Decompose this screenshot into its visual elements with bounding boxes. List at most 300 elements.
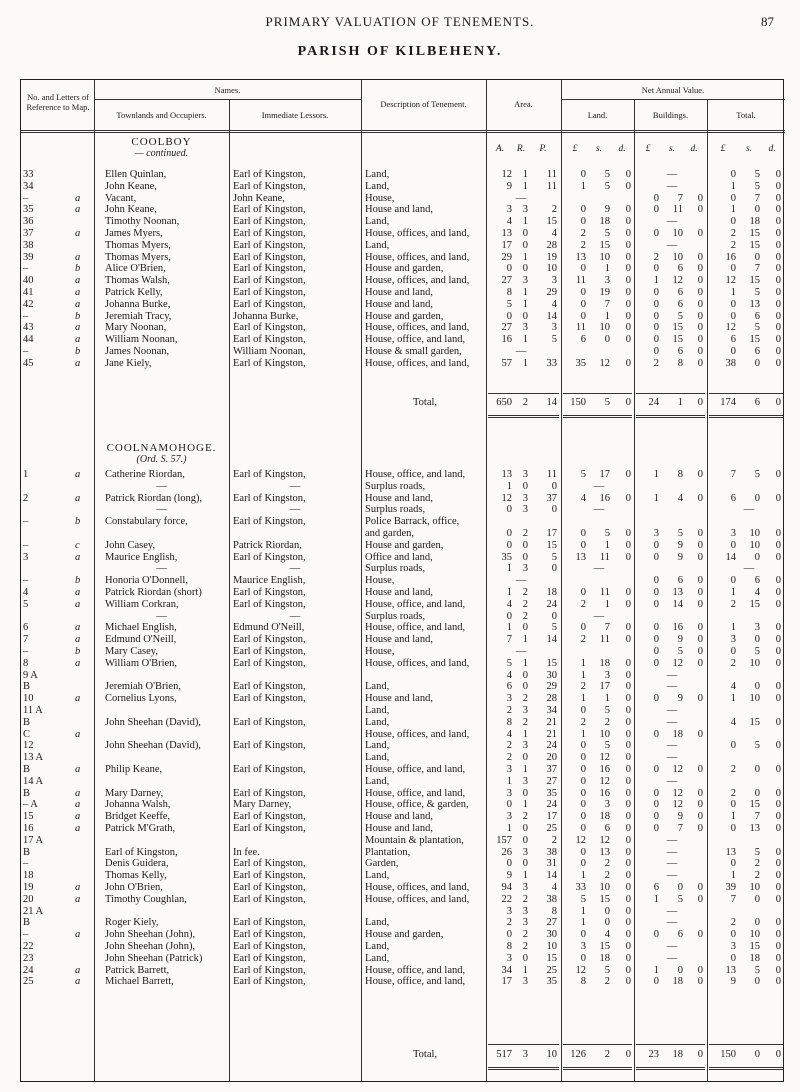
area-acres: 5	[506, 657, 512, 669]
total-shillings: 0	[754, 357, 760, 369]
tenement-description: Land,	[365, 917, 390, 929]
total-pence: 0	[775, 263, 781, 275]
buildings-shillings: 13	[672, 587, 683, 598]
occupier-name: Thomas Kelly,	[105, 870, 167, 882]
land-shillings: 19	[599, 287, 610, 298]
tenement-description: House & small garden,	[365, 346, 462, 357]
buildings-pence: 0	[697, 204, 703, 216]
lessor-name: Earl of Kingston,	[233, 976, 306, 988]
occupier-name: Johanna Walsh,	[105, 799, 171, 811]
land-pence: 0	[625, 587, 631, 598]
s1-total-label: Total,	[413, 397, 438, 408]
land-pounds: 0	[580, 799, 586, 811]
buildings-pounds: 0	[653, 728, 659, 740]
buildings-shillings: —	[666, 752, 678, 764]
buildings-shillings: —	[666, 740, 678, 752]
total-pounds: 6	[730, 334, 736, 346]
map-letter: a	[75, 976, 81, 988]
buildings-shillings: —	[666, 705, 678, 716]
buildings-pounds: 1	[653, 492, 659, 504]
total-pence: 0	[775, 740, 781, 752]
map-number: 42	[23, 298, 34, 310]
total-shillings: 13	[749, 823, 760, 834]
land-pence: 0	[625, 952, 631, 964]
area-roods: 2	[522, 716, 528, 728]
area-roods: 0	[522, 622, 528, 634]
tenement-description: House and garden,	[365, 263, 444, 275]
area-perches: 33	[546, 357, 557, 369]
land-pence: 0	[625, 775, 631, 787]
occupier-name: —	[156, 504, 167, 516]
buildings-pounds: 0	[653, 263, 659, 275]
occupier-name: Cornelius Lyons,	[105, 693, 177, 705]
tenement-description: Surplus roads,	[365, 504, 426, 516]
map-number: 15	[23, 811, 34, 823]
land-pounds: 6	[580, 334, 586, 346]
occupier-name: John Sheehan (John),	[105, 929, 196, 941]
tenement-description: Land,	[365, 216, 390, 228]
total-pounds: 39	[725, 882, 736, 893]
land-shillings: 0	[604, 917, 610, 929]
occupier-name: Denis Guidera,	[105, 858, 169, 870]
area-perches: 11	[546, 180, 557, 192]
land-pounds: 12	[575, 964, 586, 976]
land-pence: 0	[625, 216, 631, 228]
area-roods: 3	[522, 504, 528, 516]
area-roods: 0	[522, 823, 528, 834]
map-letter: a	[75, 287, 81, 298]
land-shillings: 12	[599, 775, 610, 787]
land-pounds: 0	[580, 823, 586, 834]
parish-title: PARISH OF KILBEHENY.	[297, 44, 503, 59]
col-header-description: Description of Tenement.	[380, 99, 467, 109]
map-letter: a	[75, 787, 81, 799]
tenement-description: Land,	[365, 775, 390, 787]
occupier-name: Ellen Quinlan,	[105, 169, 167, 180]
buildings-shillings: 12	[672, 787, 683, 799]
total-pounds: 0	[730, 169, 736, 180]
occupier-name: Thomas Myers,	[105, 239, 171, 251]
buildings-pounds: 0	[653, 929, 659, 941]
buildings-shillings: 7	[677, 823, 683, 834]
land-shillings: 0	[604, 334, 610, 346]
tenement-description: and garden,	[365, 528, 414, 539]
land-shillings: 7	[604, 298, 610, 310]
lessor-name: Earl of Kingston,	[233, 287, 306, 298]
land-shillings: 18	[599, 216, 610, 228]
total-pounds: 1	[730, 587, 736, 598]
col-header-names: Names.	[214, 85, 241, 95]
s2-total-label: Total,	[413, 1049, 438, 1060]
area-roods: 1	[522, 334, 528, 346]
lessor-name: Earl of Kingston,	[233, 551, 306, 563]
page-number: 87	[761, 14, 774, 29]
buildings-pounds: 0	[653, 551, 659, 563]
land-shillings: 5	[604, 169, 610, 180]
area-acres: 8	[506, 287, 512, 298]
total-pounds: 1	[730, 287, 736, 298]
s2-total-area-perches: 10	[546, 1049, 557, 1060]
s2-townland-name: COOLNAMOHOGE.	[106, 442, 217, 454]
land-pence: 0	[625, 169, 631, 180]
buildings-pounds: 0	[653, 192, 659, 204]
land-pence: 0	[625, 905, 631, 917]
buildings-pounds: 6	[653, 882, 659, 893]
map-number: B	[23, 846, 31, 858]
s1-unit-land-shillings: s.	[595, 144, 603, 154]
col-header-net: Net Annual Value.	[641, 85, 705, 95]
land-pence: 0	[625, 322, 631, 334]
s1-total-land-pence: 0	[625, 397, 631, 408]
occupier-name: William O'Brien,	[105, 657, 178, 669]
total-pence: 0	[775, 469, 781, 480]
total-pence: 0	[775, 917, 781, 929]
area-perches: 29	[546, 287, 557, 298]
lessor-name: Earl of Kingston,	[233, 469, 306, 480]
area-acres: 8	[506, 941, 512, 952]
lessor-name: Earl of Kingston,	[233, 893, 306, 905]
tenement-description: House, office, and land,	[365, 469, 466, 480]
lessor-name: Earl of Kingston,	[233, 228, 306, 239]
area-perches: 25	[546, 823, 557, 834]
s1-total-land-pounds: 150	[570, 397, 586, 408]
total-pence: 0	[775, 180, 781, 192]
total-shillings: 18	[749, 216, 760, 228]
land-shillings: 5	[604, 740, 610, 752]
land-pence: 0	[625, 811, 631, 823]
tenement-description: House, offices, and land,	[365, 882, 470, 893]
area-roods: 2	[522, 610, 528, 622]
land-pence: 0	[625, 528, 631, 539]
tenement-description: House,	[365, 575, 395, 587]
map-letter: a	[75, 492, 81, 504]
map-number: –	[23, 346, 29, 357]
map-letter: a	[75, 204, 81, 216]
tenement-description: House, office, and land,	[365, 764, 466, 775]
col-header-lessors: Immediate Lessors.	[261, 110, 329, 120]
land-pounds: 3	[580, 941, 586, 952]
map-number: –	[23, 929, 29, 941]
tenement-description: House and garden,	[365, 929, 444, 941]
col-rule	[94, 80, 95, 1081]
total-pence: 0	[775, 298, 781, 310]
area-perches: 10	[546, 263, 557, 275]
occupier-name: Bridget Keeffe,	[105, 811, 171, 823]
area-perches: 27	[546, 917, 557, 929]
map-letter: a	[75, 657, 81, 669]
buildings-pounds: 1	[653, 964, 659, 976]
land-shillings: 17	[599, 469, 610, 480]
lessor-name: Johanna Burke,	[233, 310, 299, 322]
map-number: –	[23, 858, 29, 870]
buildings-pence: 0	[697, 228, 703, 239]
buildings-pence: 0	[697, 811, 703, 823]
land-shillings: 3	[604, 799, 610, 811]
tenement-description: House, office, and land,	[365, 964, 466, 976]
buildings-pence: 0	[697, 587, 703, 598]
map-letter: a	[75, 764, 81, 775]
area-roods: 1	[522, 298, 528, 310]
area-roods: 1	[522, 799, 528, 811]
total-pence: 0	[775, 952, 781, 964]
total-pence: 0	[775, 646, 781, 657]
occupier-name: Thomas Myers,	[105, 251, 171, 263]
total-rule	[709, 393, 783, 394]
area-roods: 0	[522, 239, 528, 251]
total-pence: 0	[775, 169, 781, 180]
buildings-shillings: 6	[677, 929, 683, 941]
occupier-name: Philip Keane,	[105, 764, 163, 775]
lessor-name: Earl of Kingston,	[233, 169, 306, 180]
area-roods: 1	[522, 357, 528, 369]
buildings-pounds: 1	[653, 469, 659, 480]
page-title: PRIMARY VALUATION OF TENEMENTS.	[265, 14, 535, 29]
area-perches: 38	[546, 893, 557, 905]
area-roods: 0	[522, 681, 528, 693]
area-perches: 21	[546, 728, 557, 740]
tenement-description: Land,	[365, 239, 390, 251]
area-acres: 2	[506, 917, 512, 929]
area-roods: 2	[522, 528, 528, 539]
map-number: 2	[23, 492, 29, 504]
area-perches: 0	[551, 563, 557, 575]
area-acres: 27	[501, 322, 512, 334]
area-roods: 2	[522, 811, 528, 823]
buildings-shillings: —	[666, 180, 678, 192]
buildings-pence: 0	[697, 976, 703, 988]
area-roods: 0	[522, 952, 528, 964]
tenement-description: House, office, and land,	[365, 334, 466, 346]
land-pence: 0	[625, 740, 631, 752]
tenement-description: House, offices, and land,	[365, 657, 470, 669]
s2-total-area-roods: 3	[522, 1049, 528, 1060]
lessor-name: Earl of Kingston,	[233, 275, 306, 287]
lessor-name: Earl of Kingston,	[233, 787, 306, 799]
s2-townland-sub: (Ord. S. 57.)	[136, 454, 187, 465]
area-roods: —	[515, 192, 527, 204]
lessor-name: Earl of Kingston,	[233, 334, 306, 346]
land-shillings: —	[593, 563, 605, 575]
map-letter: b	[75, 516, 81, 528]
total-pence: 0	[775, 275, 781, 287]
buildings-shillings: 16	[672, 622, 683, 634]
area-perches: 0	[551, 610, 557, 622]
total-pence: 0	[775, 334, 781, 346]
land-pence: 0	[625, 551, 631, 563]
occupier-name: Mary Darney,	[105, 787, 164, 799]
land-shillings: 16	[599, 787, 610, 799]
tenement-description: Land,	[365, 705, 390, 716]
land-pence: 0	[625, 882, 631, 893]
total-pounds: 0	[730, 192, 736, 204]
land-pounds: 2	[580, 634, 586, 646]
occupier-name: —	[156, 610, 167, 622]
area-perches: 27	[546, 775, 557, 787]
lessor-name: Earl of Kingston,	[233, 740, 306, 752]
total-pence: 0	[775, 893, 781, 905]
map-number: –	[23, 310, 29, 322]
map-number: –	[23, 263, 29, 275]
land-pounds: 0	[580, 216, 586, 228]
land-shillings: 15	[599, 239, 610, 251]
buildings-shillings: 12	[672, 764, 683, 775]
land-pounds: 2	[580, 716, 586, 728]
total-shillings: 15	[749, 716, 760, 728]
tenement-description: House and garden,	[365, 310, 444, 322]
map-letter: a	[75, 882, 81, 893]
land-pence: 0	[625, 492, 631, 504]
s2-total-land-shillings: 2	[604, 1049, 610, 1060]
total-pounds: 0	[730, 929, 736, 941]
buildings-shillings: 9	[677, 634, 683, 646]
total-shillings: 15	[749, 239, 760, 251]
map-letter: a	[75, 228, 81, 239]
area-roods: 2	[522, 693, 528, 705]
s2-total-area-acres: 517	[496, 1049, 512, 1060]
occupier-name: Timothy Coughlan,	[105, 893, 187, 905]
area-acres: 0	[506, 799, 512, 811]
s1-total-total-pounds: 174	[720, 397, 736, 408]
land-pounds: 0	[580, 204, 586, 216]
buildings-shillings: 5	[677, 528, 683, 539]
total-pence: 0	[775, 799, 781, 811]
area-acres: 4	[506, 216, 512, 228]
buildings-shillings: —	[666, 834, 678, 846]
total-pounds: 2	[730, 598, 736, 610]
land-pounds: 13	[575, 251, 586, 263]
map-number: 1	[23, 469, 29, 480]
area-perches: 15	[546, 952, 557, 964]
tenement-description: Land,	[365, 941, 390, 952]
s1-townland-name: COOLBOY	[131, 136, 192, 148]
land-pence: 0	[625, 976, 631, 988]
land-shillings: 1	[604, 310, 610, 322]
total-pence: 0	[775, 976, 781, 988]
buildings-pence: 0	[697, 322, 703, 334]
buildings-pence: 0	[697, 622, 703, 634]
lessor-name: Earl of Kingston,	[233, 322, 306, 334]
total-shillings: 0	[754, 251, 760, 263]
tenement-description: House and land,	[365, 811, 433, 823]
total-shillings: 15	[749, 598, 760, 610]
land-pounds: 0	[580, 287, 586, 298]
total-pence: 0	[775, 587, 781, 598]
tenement-description: Land,	[365, 870, 390, 882]
tenement-description: House, office, and land,	[365, 787, 466, 799]
lessor-name: Earl of Kingston,	[233, 251, 306, 263]
total-pence: 0	[775, 846, 781, 858]
map-letter: a	[75, 622, 81, 634]
land-pence: 0	[625, 693, 631, 705]
total-pounds: 4	[730, 681, 736, 693]
area-roods: 3	[522, 563, 528, 575]
total-pounds: 0	[730, 646, 736, 657]
map-number: 10	[23, 693, 34, 705]
area-perches: 38	[546, 846, 557, 858]
area-roods: 3	[522, 705, 528, 716]
map-number: 16	[23, 823, 34, 834]
land-pence: 0	[625, 539, 631, 551]
total-shillings: 6	[754, 575, 760, 587]
total-rule	[488, 415, 559, 418]
buildings-shillings: 4	[677, 492, 683, 504]
total-shillings: 2	[754, 870, 760, 882]
buildings-shillings: —	[666, 775, 678, 787]
buildings-pence: 0	[697, 929, 703, 941]
lessor-name: Earl of Kingston,	[233, 598, 306, 610]
occupier-name: Mary Casey,	[105, 646, 158, 657]
area-perches: 11	[546, 469, 557, 480]
buildings-shillings: 6	[677, 298, 683, 310]
area-roods: 3	[522, 492, 528, 504]
buildings-shillings: 5	[677, 893, 683, 905]
land-pounds: 0	[580, 952, 586, 964]
lessor-name: Earl of Kingston,	[233, 216, 306, 228]
total-shillings: 15	[749, 799, 760, 811]
land-pence: 0	[625, 893, 631, 905]
buildings-pounds: 0	[653, 823, 659, 834]
area-acres: 1	[506, 823, 512, 834]
land-pence: 0	[625, 681, 631, 693]
s1-total-total-pence: 0	[775, 397, 781, 408]
buildings-pence: 0	[697, 964, 703, 976]
land-pence: 0	[625, 310, 631, 322]
tenement-description: House, office, and land,	[365, 598, 466, 610]
buildings-pounds: 1	[653, 893, 659, 905]
map-number: 24	[23, 964, 34, 976]
land-pounds: 0	[580, 263, 586, 275]
total-rule	[636, 393, 705, 394]
land-pounds: 0	[580, 764, 586, 775]
map-number: 12	[23, 740, 34, 752]
land-shillings: 1	[604, 539, 610, 551]
s2-total-total-shillings: 0	[754, 1049, 760, 1060]
area-roods: 2	[522, 598, 528, 610]
map-letter: a	[75, 469, 81, 480]
area-roods: 1	[522, 870, 528, 882]
buildings-shillings: —	[666, 216, 678, 228]
total-rule	[563, 415, 632, 418]
lessor-name: In fee.	[233, 846, 260, 858]
buildings-shillings: 15	[672, 322, 683, 334]
total-pence: 0	[775, 693, 781, 705]
total-pence: 0	[775, 357, 781, 369]
land-pence: 0	[625, 357, 631, 369]
land-shillings: 1	[604, 263, 610, 275]
buildings-pounds: 1	[653, 275, 659, 287]
land-pence: 0	[625, 858, 631, 870]
total-pence: 0	[775, 716, 781, 728]
tenement-description: House, office, and land,	[365, 976, 466, 988]
total-pounds: 2	[730, 657, 736, 669]
total-pounds: 0	[730, 799, 736, 811]
land-shillings: 13	[599, 846, 610, 858]
total-pounds: 3	[730, 634, 736, 646]
buildings-pounds: 0	[653, 598, 659, 610]
lessor-name: Earl of Kingston,	[233, 929, 306, 941]
land-shillings: 15	[599, 893, 610, 905]
col-rule	[634, 99, 635, 1081]
area-roods: 1	[522, 634, 528, 646]
buildings-pounds: 0	[653, 539, 659, 551]
lessor-name: Earl of Kingston,	[233, 587, 306, 598]
map-number: –	[23, 539, 29, 551]
total-pence: 0	[775, 575, 781, 587]
lessor-name: Earl of Kingston,	[233, 492, 306, 504]
total-pence: 0	[775, 239, 781, 251]
area-perches: 3	[551, 275, 557, 287]
map-letter: a	[75, 251, 81, 263]
